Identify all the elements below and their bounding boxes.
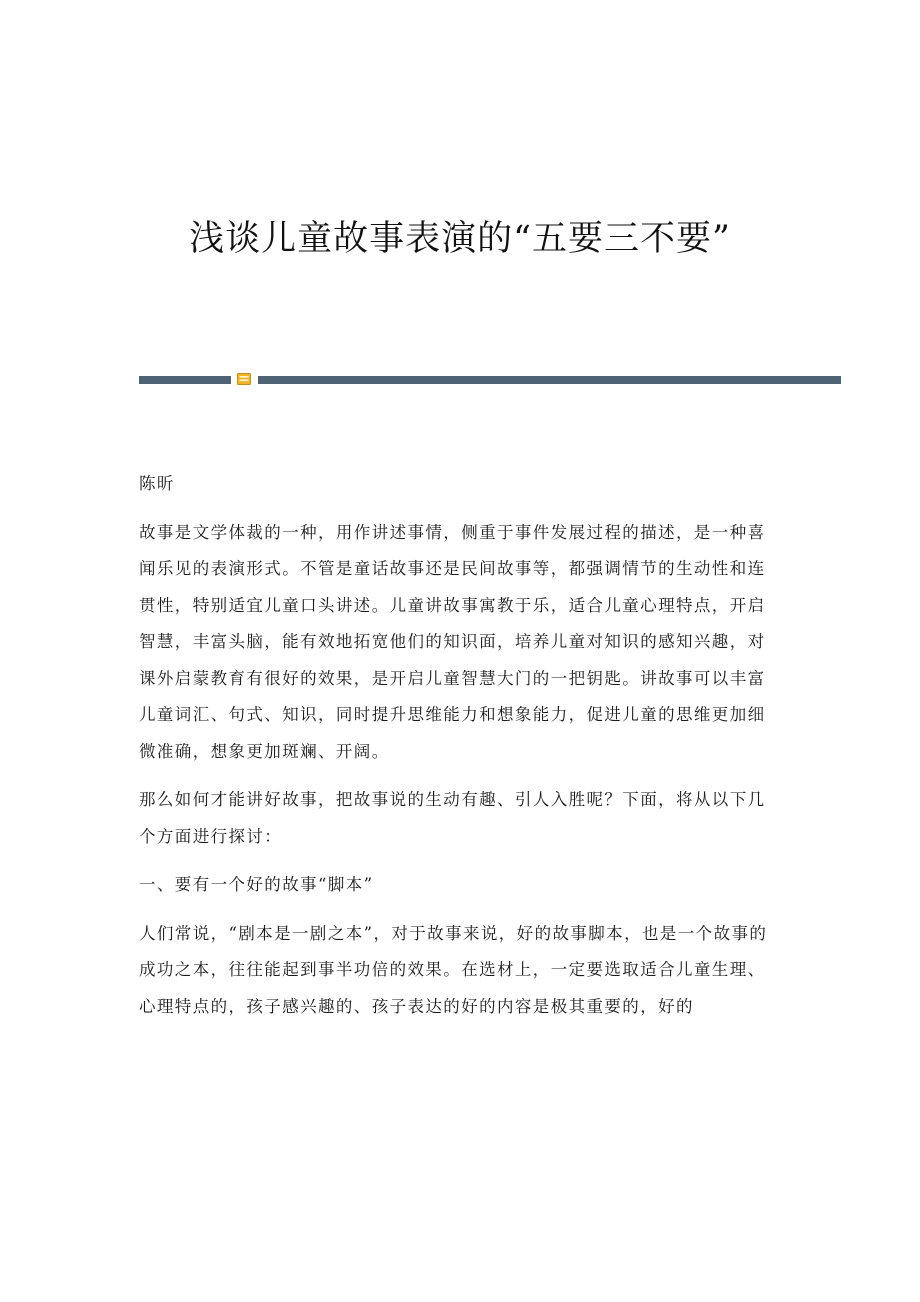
paragraph-question: 那么如何才能讲好故事，把故事说的生动有趣、引人入胜呢？下面，将从以下几个方面进行探讨：	[139, 790, 766, 846]
section-heading-1: 一、要有一个好的故事“脚本”	[139, 875, 374, 894]
paragraph-intro: 故事是文学体裁的一种，用作讲述事情，侧重于事件发展过程的描述，是一种喜闻乐见的表演形式。不管是童话故事还是民间故事等，都强调情节的生动性和连贯性，特别适宜儿童口头讲述。儿童讲故事寓教于乐，适合儿童心理特点，开启智慧，丰富头脑，能有效地拓宽他们的知识面，培养儿童对知识的感知兴趣，对课外启蒙教育有很好的效果，是开启儿童智慧大门的一把钥匙。讲故事可以丰富儿童词汇、句式、知识，同时提升思维能力和想象能力，促进儿童的思维更加细微准确，想象更加斑斓、开阔。	[139, 522, 766, 761]
divider-bar-left	[139, 376, 231, 384]
document-body	[139, 466, 779, 1025]
title-divider	[139, 372, 841, 386]
divider-bar-right	[258, 376, 841, 384]
document-title: 浅谈儿童故事表演的“五要三不要”	[189, 219, 731, 259]
ornament-icon	[237, 373, 251, 385]
author-name: 陈昕	[139, 474, 175, 493]
paragraph-script: 人们常说，“剧本是一剧之本”，对于故事来说，好的故事脚本，也是一个故事的成功之本，往往能起到事半功倍的效果。在选材上，一定要选取适合儿童生理、心理特点的，孩子感兴趣的、孩子表达的好的内容是极其重要的，好的	[139, 923, 768, 1016]
